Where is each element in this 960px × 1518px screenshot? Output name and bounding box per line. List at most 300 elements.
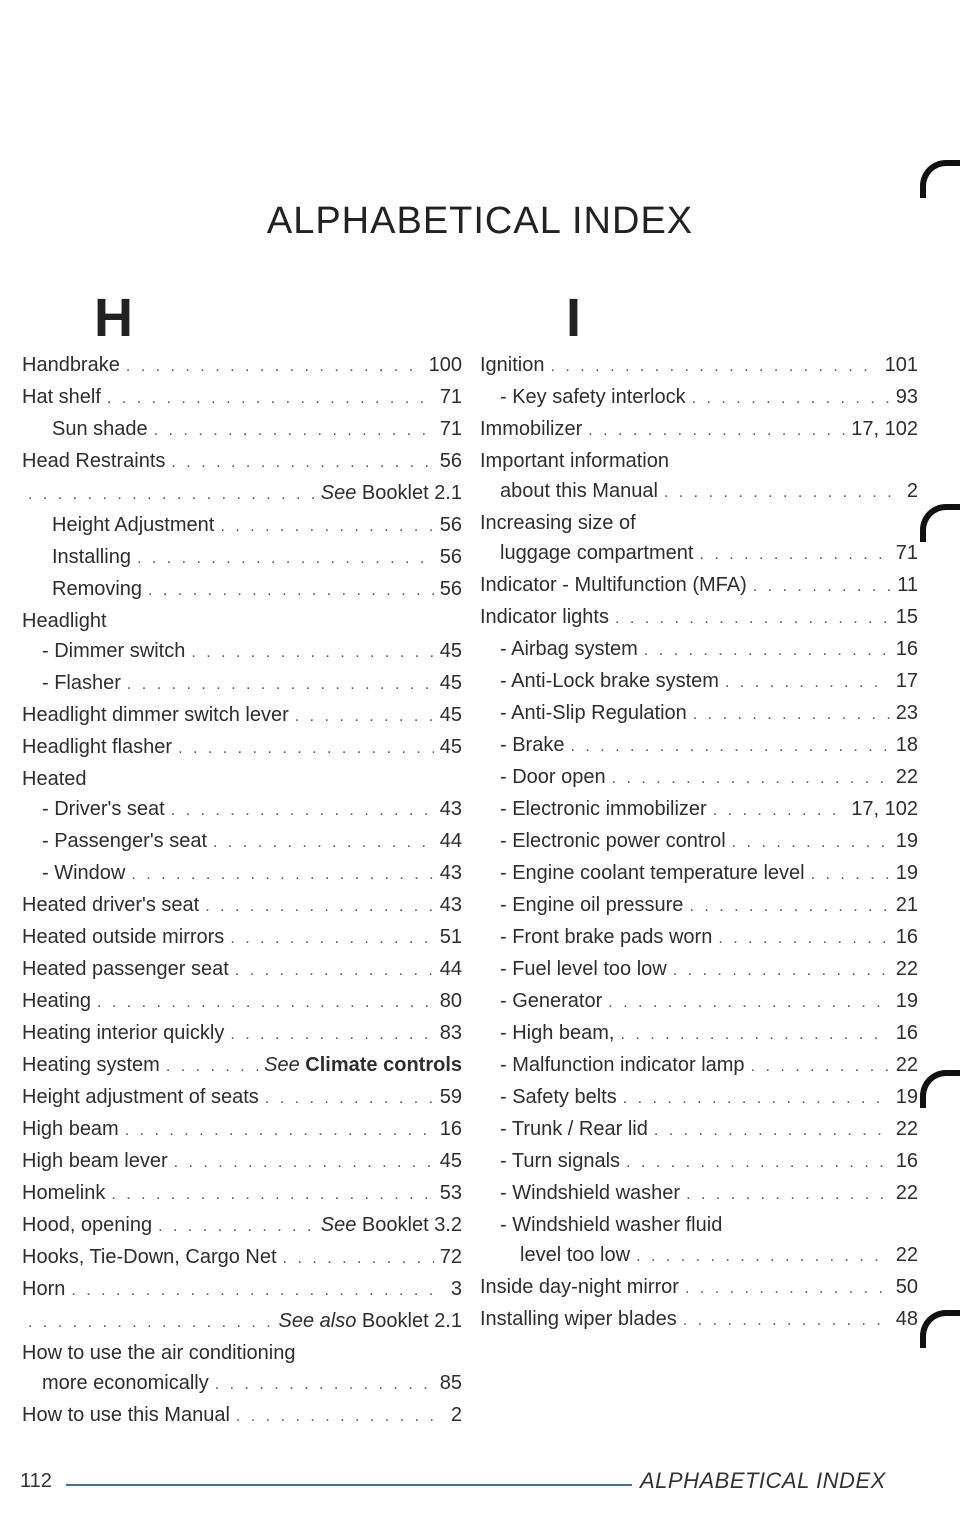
entry-row [22, 1274, 462, 1306]
entry-row [22, 1306, 462, 1338]
entry-row [500, 1146, 918, 1178]
index-entry [22, 1400, 462, 1432]
entry-page: 3 [450, 1278, 462, 1300]
entry-page: 23 [895, 702, 918, 724]
dot-leader [107, 384, 434, 414]
entry-label: - Anti-Slip Regulation [500, 702, 687, 724]
entry-label: - Engine coolant temperature level [500, 862, 805, 884]
entry-label: - High beam, [500, 1022, 615, 1044]
entry-page: 43 [439, 862, 462, 884]
dot-leader [664, 478, 901, 508]
dot-leader [158, 1212, 315, 1242]
footer-rule [66, 1484, 632, 1486]
entry-label: Sun shade [52, 418, 148, 440]
entry-row [22, 700, 462, 732]
cross-reference [321, 1210, 462, 1240]
entry-page: 45 [439, 704, 462, 726]
entry-label-continued: luggage compartment [500, 542, 694, 564]
index-entry [480, 954, 918, 986]
entry-row [22, 1146, 462, 1178]
entry-label-continued: more economically [42, 1372, 209, 1394]
entry-label: - Door open [500, 766, 606, 788]
index-entry [22, 732, 462, 764]
entry-label: Headlight dimmer switch lever [22, 704, 289, 726]
entry-page: 71 [439, 386, 462, 408]
index-entry [480, 794, 918, 826]
entry-label-continued: level too low [520, 1244, 631, 1266]
dot-leader [753, 572, 891, 602]
entry-label: Ignition [480, 354, 545, 376]
entry-row [52, 414, 462, 446]
entry-row [500, 1240, 918, 1272]
entry-page: 56 [439, 450, 462, 472]
entry-row [480, 1304, 918, 1336]
index-entry [22, 414, 462, 446]
entry-row [22, 986, 462, 1018]
index-entry [22, 794, 462, 826]
index-entry [22, 636, 462, 668]
dot-leader [148, 576, 434, 606]
entry-label: Horn [22, 1278, 66, 1300]
see-keyword: See also [278, 1310, 357, 1332]
entry-page: 16 [895, 638, 918, 660]
entry-label: - Brake [500, 734, 565, 756]
dot-leader [205, 892, 434, 922]
index-entry [480, 1304, 918, 1336]
dot-leader [178, 734, 434, 764]
dot-leader [693, 700, 890, 730]
entry-page: 16 [895, 926, 918, 948]
entry-label: - Safety belts [500, 1086, 617, 1108]
entry-row [42, 636, 462, 668]
entry-label: - Windshield washer [500, 1182, 681, 1204]
dot-leader [689, 892, 889, 922]
entry-row [22, 890, 462, 922]
entry-page: 22 [895, 1054, 918, 1076]
entry-page: 71 [895, 542, 918, 564]
entry-label: Hood, opening [22, 1214, 153, 1236]
index-entry [22, 574, 462, 606]
index-entry [22, 1146, 462, 1178]
entry-row [42, 826, 462, 858]
entry-page: 22 [895, 958, 918, 980]
entry-row [52, 510, 462, 542]
entry-page: 56 [439, 514, 462, 536]
index-entry [480, 414, 918, 446]
dot-leader [644, 636, 890, 666]
entry-page: 15 [895, 606, 918, 628]
entry-label: Heated [22, 768, 87, 790]
entry-page: 59 [439, 1086, 462, 1108]
dot-leader [125, 1116, 434, 1146]
index-entry [480, 1050, 918, 1082]
entry-page: 19 [895, 830, 918, 852]
entry-page: 22 [895, 1182, 918, 1204]
entry-row [480, 476, 918, 508]
entry-row [500, 954, 918, 986]
entry-page: 16 [439, 1118, 462, 1140]
entry-label: - Generator [500, 990, 603, 1012]
entry-label: - Turn signals [500, 1150, 621, 1172]
entry-label: Immobilizer [480, 418, 583, 440]
entry-page: 19 [895, 990, 918, 1012]
entry-label: - Malfunction indicator lamp [500, 1054, 745, 1076]
entry-row [480, 414, 918, 446]
entry-label: - Trunk / Rear lid [500, 1118, 648, 1140]
index-entry [22, 1210, 462, 1242]
entry-label: - Dimmer switch [42, 640, 186, 662]
entry-page: 50 [895, 1276, 918, 1298]
dot-leader [235, 956, 434, 986]
entry-row [500, 698, 918, 730]
entry-label: Head Restraints [22, 450, 166, 472]
index-entry [22, 1338, 462, 1400]
index-entry [480, 602, 918, 634]
dot-leader [126, 352, 423, 382]
index-entry [480, 1210, 918, 1272]
dot-leader [28, 1308, 273, 1338]
index-entry [480, 826, 918, 858]
entry-label-continued: about this Manual [500, 480, 658, 502]
dot-leader [621, 1020, 890, 1050]
dot-leader [692, 384, 890, 414]
entry-row [500, 762, 918, 794]
page-number: 112 [20, 1470, 52, 1492]
entry-page: 85 [439, 1372, 462, 1394]
entry-row [22, 1210, 462, 1242]
entry-page: 43 [439, 798, 462, 820]
index-entry [22, 1114, 462, 1146]
dot-leader [166, 1052, 258, 1082]
entry-page: 43 [439, 894, 462, 916]
entry-label: Indicator lights [480, 606, 609, 628]
dot-leader [131, 860, 433, 890]
index-entry [480, 446, 918, 508]
dot-leader [220, 512, 433, 542]
entry-label: How to use the air conditioning [22, 1342, 296, 1364]
entry-page: 100 [428, 354, 462, 376]
entry-row [22, 1368, 462, 1400]
entry-row [22, 922, 462, 954]
entry-label: Inside day-night mirror [480, 1276, 679, 1298]
tab-marker-bottom [920, 1310, 960, 1348]
entry-row [52, 574, 462, 606]
index-entry [480, 1146, 918, 1178]
entry-page: 22 [895, 1244, 918, 1266]
dot-leader [230, 1020, 433, 1050]
index-entry [22, 922, 462, 954]
entry-page: 21 [895, 894, 918, 916]
index-entry [22, 986, 462, 1018]
entry-page: 83 [439, 1022, 462, 1044]
page-title: ALPHABETICAL INDEX [266, 200, 694, 242]
index-list-h [22, 350, 462, 1432]
dot-leader [751, 1052, 890, 1082]
index-entry [22, 1178, 462, 1210]
dot-leader [71, 1276, 445, 1306]
cross-reference [264, 1050, 462, 1080]
entry-page: 56 [439, 578, 462, 600]
reference-target: Booklet 2.1 [361, 482, 462, 504]
dot-leader [295, 702, 434, 732]
entry-page: 17, 102 [851, 798, 918, 820]
entry-page: 44 [439, 958, 462, 980]
entry-page: 80 [439, 990, 462, 1012]
entry-row [22, 1242, 462, 1274]
entry-page: 18 [895, 734, 918, 756]
entry-label: - Passenger's seat [42, 830, 208, 852]
entry-label: - Windshield washer fluid [500, 1214, 723, 1236]
index-entry [22, 606, 462, 636]
entry-label: Heated outside mirrors [22, 926, 225, 948]
index-entry [480, 666, 918, 698]
entry-page: 48 [895, 1308, 918, 1330]
entry-label: Handbrake [22, 354, 120, 376]
index-entry [22, 350, 462, 382]
entry-row [480, 538, 918, 570]
dot-leader [283, 1244, 434, 1274]
entry-row [22, 478, 462, 510]
entry-label: - Driver's seat [42, 798, 165, 820]
entry-label: Installing [52, 546, 131, 568]
index-entry [480, 634, 918, 666]
index-entry [22, 700, 462, 732]
entry-row [500, 986, 918, 1018]
entry-label: - Key safety interlock [500, 386, 686, 408]
entry-page: 45 [439, 672, 462, 694]
index-entry [480, 350, 918, 382]
index-entry [480, 698, 918, 730]
dot-leader [626, 1148, 890, 1178]
entry-page: 56 [439, 546, 462, 568]
index-entry [480, 986, 918, 1018]
dot-leader [174, 1148, 434, 1178]
cross-reference [279, 1306, 462, 1336]
reference-target: Booklet 2.1 [361, 1310, 462, 1332]
dot-leader [236, 1402, 445, 1432]
entry-label: Hooks, Tie-Down, Cargo Net [22, 1246, 277, 1268]
index-entry [480, 1018, 918, 1050]
entry-row [500, 634, 918, 666]
entry-label: Heating system [22, 1054, 160, 1076]
entry-page: 51 [439, 926, 462, 948]
index-entry [480, 730, 918, 762]
entry-row [22, 1114, 462, 1146]
entry-label: Heated driver's seat [22, 894, 200, 916]
dot-leader [623, 1084, 890, 1114]
dot-leader [154, 416, 434, 446]
entry-label: - Electronic power control [500, 830, 726, 852]
entry-label: Increasing size of [480, 512, 636, 534]
dot-leader [171, 796, 434, 826]
entry-label: - Window [42, 862, 126, 884]
index-entry [22, 542, 462, 574]
entry-row [500, 382, 918, 414]
entry-label: How to use this Manual [22, 1404, 230, 1426]
index-entry [22, 1242, 462, 1274]
entry-row [22, 1082, 462, 1114]
dot-leader [699, 540, 889, 570]
index-entry [480, 570, 918, 602]
index-entry [22, 826, 462, 858]
dot-leader [654, 1116, 890, 1146]
dot-leader [608, 988, 889, 1018]
entry-label: - Fuel level too low [500, 958, 667, 980]
entry-page: 45 [439, 1150, 462, 1172]
dot-leader [636, 1242, 890, 1272]
entry-row [22, 1050, 462, 1082]
dot-leader [612, 764, 890, 794]
entry-label: - Anti-Lock brake system [500, 670, 719, 692]
entry-label: Important information [480, 450, 669, 472]
index-entry [22, 446, 462, 478]
entry-row [480, 602, 918, 634]
reference-target: Climate controls [305, 1054, 462, 1076]
entry-label: Heating interior quickly [22, 1022, 225, 1044]
entry-page: 71 [439, 418, 462, 440]
index-entry [22, 1082, 462, 1114]
entry-row [42, 858, 462, 890]
section-letter-h: H [94, 288, 133, 348]
entry-row [500, 1114, 918, 1146]
see-keyword: See [264, 1054, 300, 1076]
index-entry [22, 858, 462, 890]
dot-leader [725, 668, 890, 698]
index-entry [480, 762, 918, 794]
index-column-i [480, 290, 918, 1336]
entry-row [480, 570, 918, 602]
entry-label: Heated passenger seat [22, 958, 229, 980]
dot-leader [718, 924, 889, 954]
entry-row [480, 1272, 918, 1304]
dot-leader [615, 604, 890, 634]
entry-row [500, 890, 918, 922]
entry-label: - Flasher [42, 672, 121, 694]
entry-page: 16 [895, 1022, 918, 1044]
index-entry [480, 890, 918, 922]
index-entry [480, 382, 918, 414]
entry-row [22, 1178, 462, 1210]
dot-leader [111, 1180, 433, 1210]
entry-row [22, 1400, 462, 1432]
entry-page: 72 [439, 1246, 462, 1268]
tab-marker-top [920, 160, 960, 198]
entry-row [480, 350, 918, 382]
dot-leader [191, 638, 433, 668]
entry-row [500, 1178, 918, 1210]
dot-leader [673, 956, 890, 986]
entry-page: 101 [884, 354, 918, 376]
entry-label: Heating [22, 990, 91, 1012]
entry-row [500, 826, 918, 858]
dot-leader [28, 480, 315, 510]
entry-label: - Electronic immobilizer [500, 798, 707, 820]
entry-label: Headlight [22, 610, 107, 632]
index-entry [480, 1178, 918, 1210]
index-entry [22, 668, 462, 700]
index-entry [480, 1114, 918, 1146]
entry-row [22, 446, 462, 478]
entry-row [22, 382, 462, 414]
entry-page: 19 [895, 862, 918, 884]
entry-row [500, 922, 918, 954]
entry-label: - Front brake pads worn [500, 926, 713, 948]
index-list-i [480, 350, 918, 1336]
entry-row [52, 542, 462, 574]
dot-leader [713, 796, 846, 826]
entry-label: Homelink [22, 1182, 106, 1204]
entry-page: 45 [439, 640, 462, 662]
dot-leader [551, 352, 879, 382]
entry-row [500, 858, 918, 890]
dot-leader [265, 1084, 434, 1114]
entry-row [500, 1050, 918, 1082]
index-entry [22, 890, 462, 922]
entry-page: 11 [897, 574, 918, 596]
entry-row [22, 954, 462, 986]
index-entry [480, 858, 918, 890]
entry-row [22, 1018, 462, 1050]
tab-marker-lower [920, 1070, 960, 1108]
entry-row [42, 794, 462, 826]
dot-leader [213, 828, 434, 858]
index-entry [22, 510, 462, 542]
entry-label: Indicator - Multifunction (MFA) [480, 574, 747, 596]
dot-leader [683, 1306, 890, 1336]
dot-leader [732, 828, 890, 858]
index-entry [22, 1306, 462, 1338]
entry-row [500, 1018, 918, 1050]
entry-page: 2 [906, 480, 918, 502]
entry-page: 45 [439, 736, 462, 758]
entry-page: 2 [450, 1404, 462, 1426]
entry-page: 93 [895, 386, 918, 408]
see-keyword: See [320, 1214, 357, 1236]
entry-page: 16 [895, 1150, 918, 1172]
dot-leader [570, 732, 889, 762]
entry-label: Headlight flasher [22, 736, 173, 758]
dot-leader [685, 1274, 890, 1304]
index-entry [22, 1050, 462, 1082]
reference-target: Booklet 3.2 [361, 1214, 462, 1236]
dot-leader [588, 416, 845, 446]
index-entry [22, 954, 462, 986]
entry-label: High beam [22, 1118, 119, 1140]
dot-leader [811, 860, 890, 890]
entry-row [22, 350, 462, 382]
index-entry [22, 478, 462, 510]
index-entry [480, 1082, 918, 1114]
entry-page: 19 [895, 1086, 918, 1108]
dot-leader [137, 544, 434, 574]
entry-label: - Airbag system [500, 638, 638, 660]
dot-leader [686, 1180, 890, 1210]
index-entry [480, 508, 918, 570]
index-entry [22, 382, 462, 414]
entry-page: 17 [895, 670, 918, 692]
entry-label: - Engine oil pressure [500, 894, 684, 916]
entry-page: 22 [895, 766, 918, 788]
entry-label: Installing wiper blades [480, 1308, 677, 1330]
dot-leader [215, 1370, 434, 1400]
dot-leader [171, 448, 433, 478]
entry-page: 53 [439, 1182, 462, 1204]
entry-page: 17, 102 [851, 418, 918, 440]
entry-row [500, 794, 918, 826]
index-entry [480, 1272, 918, 1304]
entry-label: Height adjustment of seats [22, 1086, 259, 1108]
index-entry [22, 1274, 462, 1306]
